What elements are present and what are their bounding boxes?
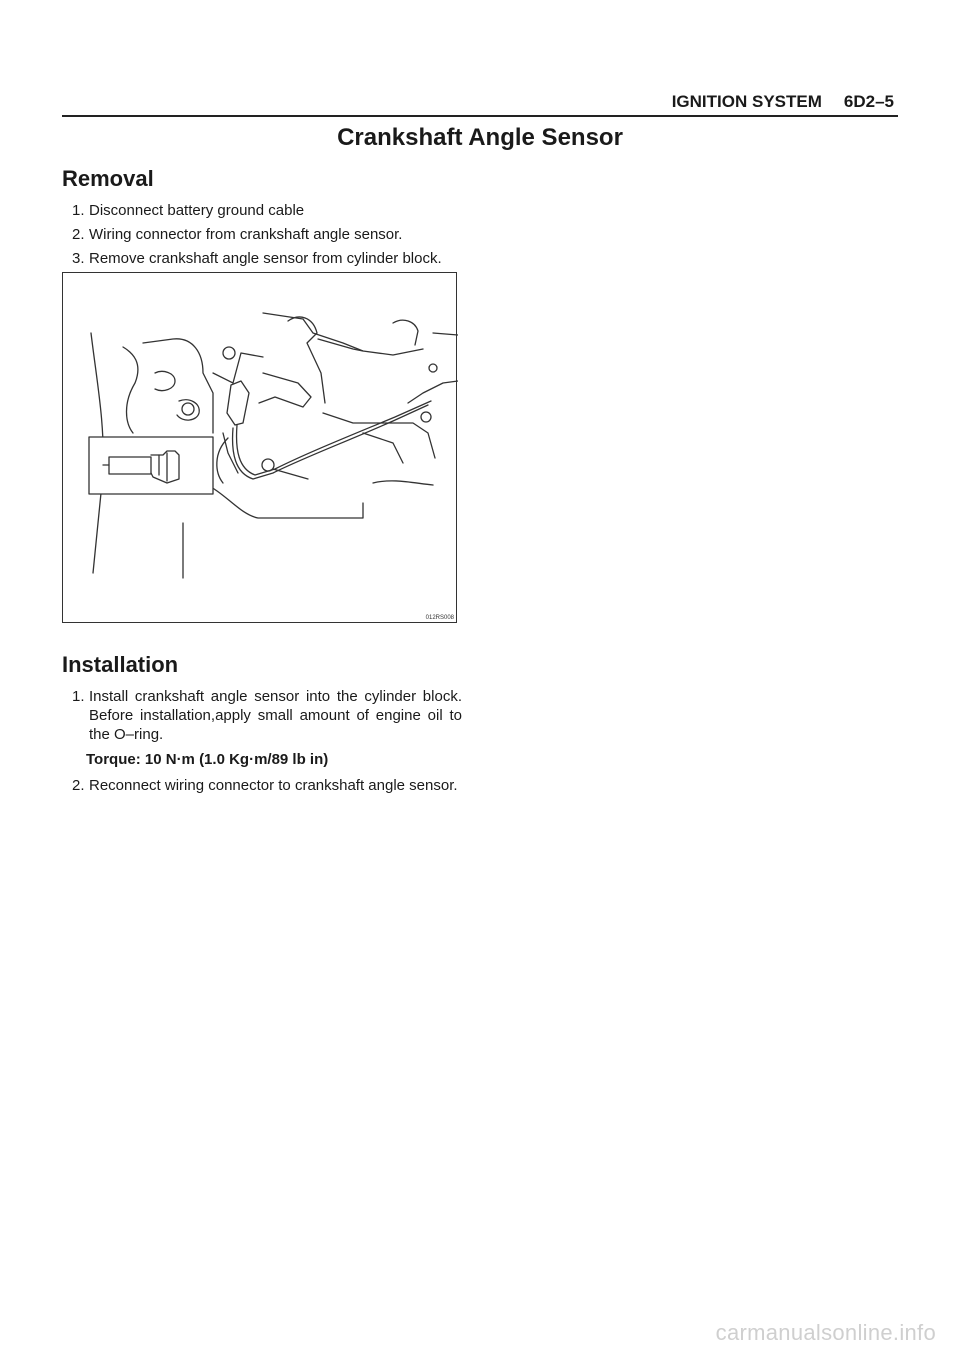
removal-step (72, 225, 462, 244)
step-text: Wiring connector from crankshaft angle sensor. (89, 226, 403, 243)
header-rule (62, 115, 898, 117)
step-text: Remove crankshaft angle sensor from cylinder block. (89, 250, 442, 267)
watermark: carmanualsonline.info (715, 1320, 936, 1345)
step-number: 2. (72, 777, 85, 794)
running-header (672, 92, 894, 112)
installation-step (72, 687, 462, 744)
step-text: Install crankshaft angle sensor into the cylinder block. Before installation,apply small amount of engine oil to the O–ring. (89, 688, 462, 743)
page-number: 6D2–5 (843, 92, 894, 111)
removal-steps (72, 201, 462, 273)
installation-steps (72, 687, 462, 800)
step-number: 2. (72, 226, 85, 243)
sensor-location-figure (62, 272, 457, 623)
removal-step (72, 249, 462, 268)
step-text: Disconnect battery ground cable (89, 202, 305, 219)
page-title: Crankshaft Angle Sensor (337, 124, 623, 151)
installation-heading: Installation (62, 652, 179, 677)
figure-code: 012RS008 (425, 615, 454, 621)
step-number: 1. (72, 202, 85, 219)
engine-line-drawing (63, 273, 458, 624)
step-number: 3. (72, 250, 85, 267)
removal-heading: Removal (62, 166, 154, 191)
torque-spec: Torque: 10 N·m (1.0 Kg·m/89 lb in) (86, 751, 329, 768)
section-title: IGNITION SYSTEM (671, 92, 822, 111)
step-number: 1. (72, 688, 85, 705)
step-text: Reconnect wiring connector to crankshaft angle sensor. (89, 777, 458, 794)
installation-step (72, 776, 462, 795)
removal-step (72, 201, 462, 220)
